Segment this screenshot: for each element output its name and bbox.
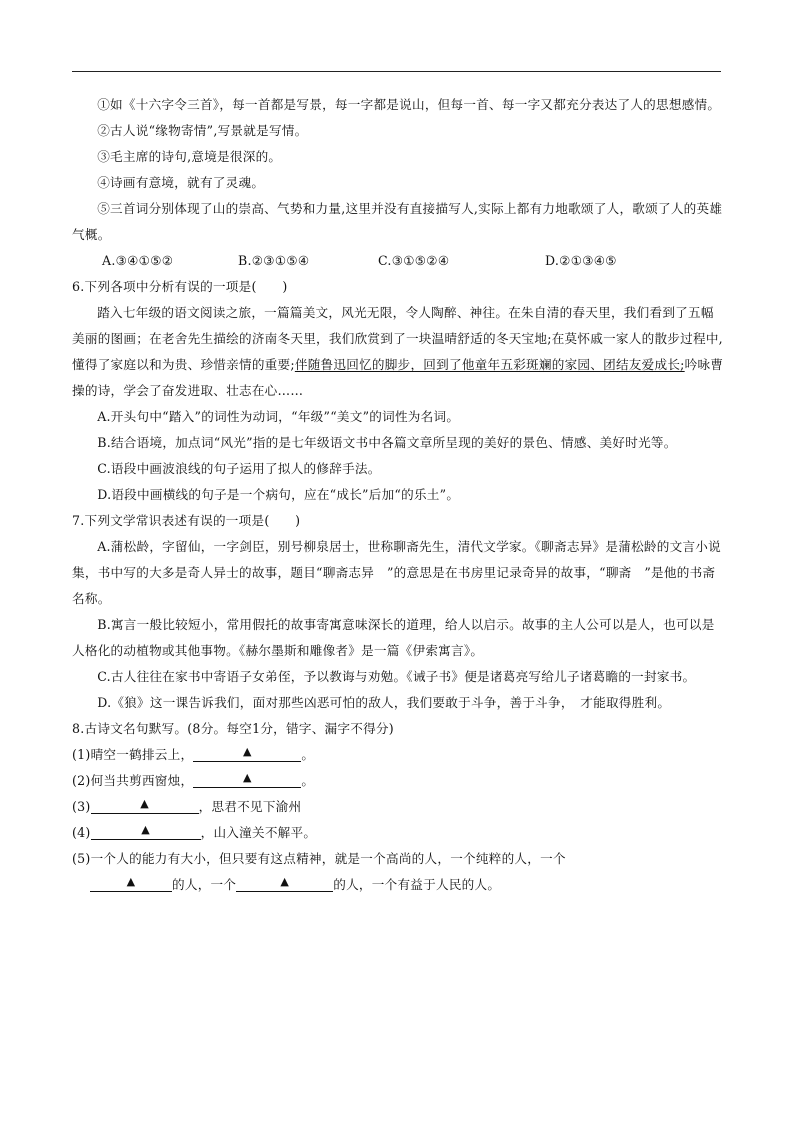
q8-blank-4[interactable] [91, 823, 201, 840]
q8-item-5: (5)一个人的能力有大小，但只要有这点精神，就是一个高尚的人，一个纯粹的人，一个 [72, 851, 566, 866]
q8-blank-2[interactable] [193, 771, 301, 788]
q8-item-2-text: (2)何当共剪西窗烛， [72, 773, 194, 788]
q8-item-1-text: (1)晴空一鹤排云上， [72, 747, 194, 762]
q6-stem: 6.下列各项中分析有误的一项是( ) [72, 279, 288, 294]
q8-stem: 8.古诗文名句默写。(8分。每空1分，错字、漏字不得分) [72, 721, 394, 736]
q7-option-a[interactable]: A.蒲松龄，字留仙，一字剑臣，别号柳泉居士，世称聊斋先生，清代文学家。《聊斋志异》是蒲松龄的文言小说集，书中写的大多是奇人异士的故事，题目“聊斋志异 ”的意思是在书房里记录奇异的故事，“聊斋 ”是他的书斋名称。 [72, 539, 721, 606]
q6-passage-underlined: 伴随鲁迅回忆的脚步，回到了他童年五彩斑斓的家园、团结友爱成长; [294, 357, 685, 372]
q8-item-1 [72, 742, 724, 768]
q5-option-b[interactable]: B.②③①⑤④ [238, 253, 310, 268]
q8-blank-6[interactable] [236, 875, 333, 892]
q6-option-c[interactable]: C.语段中画波浪线的句子运用了拟人的修辞手法。 [97, 461, 381, 476]
header-rule [72, 71, 721, 72]
q8-item-3 [72, 794, 724, 820]
q7-option-c[interactable]: C.古人往往在家书中寄语子女弟侄，予以教诲与劝勉。《诫子书》便是诸葛亮写给儿子诸葛瞻的一封家书。 [97, 669, 696, 684]
q8-item-1-end: 。 [301, 747, 315, 762]
q6-passage-part2: 吟咏曹操的诗，学会了奋发进取、壮志在心…… [72, 357, 724, 398]
q8-blank-1[interactable] [193, 745, 301, 762]
q8-item-4-text: ，山入潼关不解平。 [200, 825, 317, 840]
triangle-marker-icon: ▲ [242, 745, 252, 758]
q8-item-5-mid: 的人，一个 [172, 877, 237, 892]
q8-blank-5[interactable] [90, 875, 172, 892]
q5-option-d[interactable]: D.②①③④⑤ [545, 253, 617, 268]
q8-item-4-label: (4) [72, 825, 91, 840]
q5-option-a[interactable]: A.③④①⑤② [102, 253, 174, 268]
triangle-marker-icon: ▲ [280, 875, 290, 888]
q7-option-d[interactable]: D.《狼》这一课告诉我们，面对那些凶恶可怕的敌人，我们要敢于斗争，善于斗争， 才能取得胜利。 [97, 695, 671, 710]
q6-passage [72, 300, 724, 404]
q6-option-a[interactable]: A.开头句中“踏入”的词性为动词，“年级”“美文”的词性为名词。 [97, 409, 460, 424]
statement-2: ②古人说“缘物寄情”,写景就是写情。 [97, 123, 308, 138]
q6-option-b[interactable]: B.结合语境，加点词“风光”指的是七年级语文书中各篇文章所呈现的美好的景色、情感、美好时光等。 [97, 435, 677, 450]
q8-blank-3[interactable] [91, 797, 199, 814]
q6-passage-part1: 踏入七年级的语文阅读之旅，一篇篇美文，风光无限，令人陶醉、神往。在朱自清的春天里，我们看到了五幅美丽的图画；在老舍先生描绘的济南冬天里，我们欣赏到了一块温晴舒适的冬天宝地;在莫怀戚一家人的散步过程中,懂得了家庭以和为贵、珍惜亲情的重要; [72, 305, 723, 372]
q8-item-4 [72, 820, 724, 846]
triangle-marker-icon: ▲ [140, 797, 149, 810]
q8-item-2 [72, 768, 724, 794]
statement-4: ④诗画有意境，就有了灵魂。 [97, 175, 265, 190]
triangle-marker-icon: ▲ [141, 823, 150, 836]
exam-page-body [72, 92, 724, 898]
q6-option-d[interactable]: D.语段中画横线的句子是一个病句，应在“成长”后加“的乐土”。 [97, 487, 460, 502]
statement-3: ③毛主席的诗句,意境是很深的。 [97, 149, 282, 164]
q8-item-2-end: 。 [301, 773, 315, 788]
q7-stem: 7.下列文学常识表述有误的一项是( ) [72, 513, 301, 528]
triangle-marker-icon: ▲ [242, 771, 252, 784]
q8-item-3-label: (3) [72, 799, 91, 814]
triangle-marker-icon: ▲ [126, 875, 136, 888]
q7-option-b[interactable]: B.寓言一般比较短小，常用假托的故事寄寓意味深长的道理，给人以启示。故事的主人公可以是人，也可以是人格化的动植物或其他事物。《赫尔墨斯和雕像者》是一篇《伊索寓言》。 [72, 617, 715, 658]
q5-options [72, 248, 724, 274]
q8-item-3-text: ，思君不见下渝州 [198, 799, 302, 814]
q8-item-5-blanks [72, 872, 724, 898]
statement-1: ①如《十六字令三首》，每一首都是写景，每一字都是说山，但每一首、每一字又都充分表达了人的思想感情。 [97, 97, 721, 112]
q5-option-c[interactable]: C.③①⑤②④ [378, 253, 450, 268]
q8-item-5-end: 的人，一个有益于人民的人。 [333, 877, 501, 892]
statement-5: ⑤三首词分别体现了山的崇高、气势和力量,这里并没有直接描写人,实际上都有力地歌颂了人，歌颂了人的英雄气概。 [72, 201, 723, 242]
